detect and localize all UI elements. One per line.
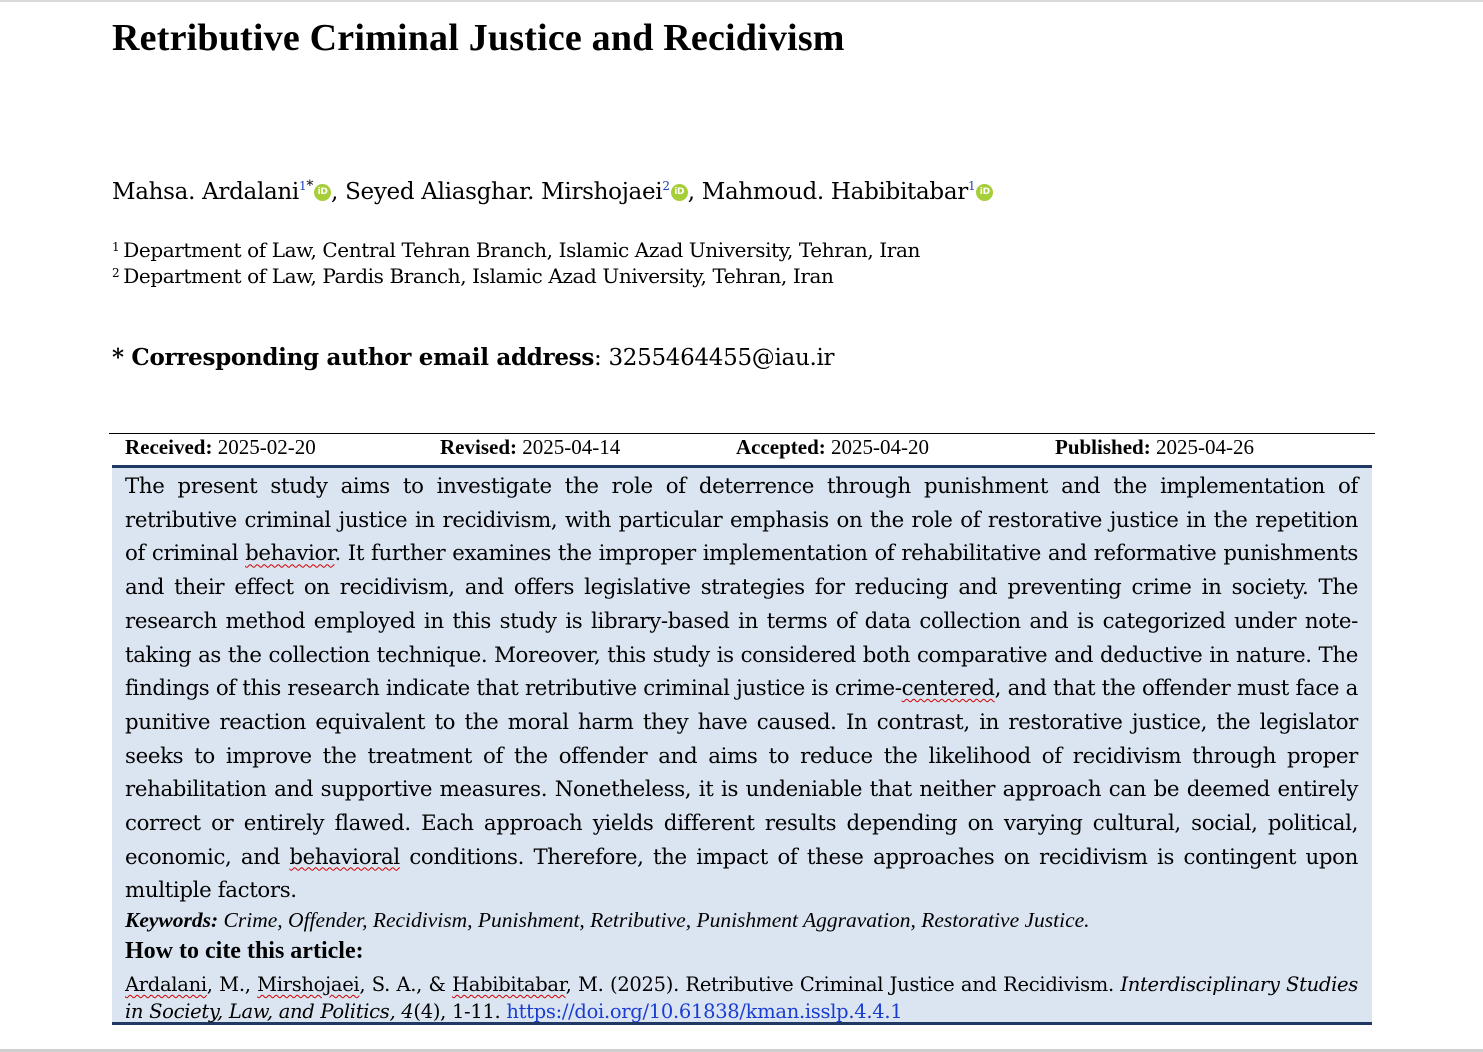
date-value: 2025-02-20	[217, 435, 316, 459]
corresponding-author	[112, 344, 834, 371]
orcid-icon[interactable]: iD	[976, 184, 993, 201]
affiliation-marker: 1	[967, 179, 976, 193]
abstract-text	[125, 470, 1358, 908]
keywords-text: Crime, Offender, Recidivism, Punishment, Retributive, Punishment Aggravation, Restorative Justice.	[218, 908, 1090, 932]
citation-segment: (4), 1-11.	[413, 1000, 507, 1023]
date-label: Received:	[125, 435, 213, 459]
affiliation-marker: 2	[662, 179, 670, 193]
date-published	[1055, 435, 1254, 460]
date-value: 2025-04-26	[1155, 435, 1254, 459]
abstract-segment: . It further examines the improper implementation of rehabilitative and reformative punishments and their effect on recidivism, and offers legislative strategies for reducing and preventing crime in society. The research method employed in this study is library-based in terms of data collection and is categorized under note-taking as the collection technique. Moreover, this study is considered both comparative and deductive in nature. The findings of this research indicate that retributive criminal justice is crime-	[125, 541, 1358, 702]
author-name: Mahmoud. Habibitabar	[701, 179, 968, 205]
date-value: 2025-04-20	[831, 435, 930, 459]
date-value: 2025-04-14	[522, 435, 621, 459]
abstract-box	[112, 465, 1372, 1025]
corresponding-separator: :	[593, 345, 609, 371]
date-label: Revised:	[440, 435, 517, 459]
date-accepted	[736, 435, 929, 460]
affiliation-text: Department of Law, Pardis Branch, Islamic Azad University, Tehran, Iran	[123, 264, 834, 288]
citation-segment: , M.,	[206, 973, 258, 996]
author-separator: ,	[687, 179, 702, 205]
doi-link[interactable]: https://doi.org/10.61838/kman.isslp.4.4.1	[506, 1000, 903, 1023]
corresponding-marker: *	[306, 178, 314, 194]
orcid-icon[interactable]: iD	[314, 184, 331, 201]
affiliation-number: 1	[112, 240, 120, 254]
spellcheck-word: behavior	[245, 541, 335, 567]
affiliation-2	[112, 264, 834, 288]
date-received	[125, 435, 316, 460]
affiliation-number: 2	[112, 266, 120, 280]
abstract-segment: conditions. Therefore, the impact of these approaches on recidivism is contingent upon multiple factors.	[125, 844, 1358, 904]
citation-author: Habibitabar	[452, 973, 566, 996]
citation-text	[125, 971, 1358, 1025]
keywords	[125, 908, 1090, 933]
author-list	[112, 178, 993, 205]
citation-segment: , M. (2025). Retributive Criminal Justice and Recidivism.	[565, 973, 1121, 996]
abstract-segment: The present study aims to investigate the role of deterrence through punishment and the implementation of retributive criminal justice in recidivism, with particular emphasis on the role of restorative justice in the repetition of criminal	[125, 474, 1358, 567]
dates-divider	[109, 433, 1375, 434]
page-top-edge	[0, 0, 1483, 2]
corresponding-label: * Corresponding author email address	[112, 344, 594, 371]
citation-author: Mirshojaei	[257, 973, 360, 996]
corresponding-email[interactable]: 3255464455@iau.ir	[608, 345, 835, 371]
citation-heading: How to cite this article:	[125, 938, 364, 964]
paper-title: Retributive Criminal Justice and Recidivism	[112, 17, 845, 59]
orcid-icon[interactable]: iD	[671, 184, 688, 201]
date-label: Published:	[1055, 435, 1151, 459]
spellcheck-word: behavioral	[289, 844, 400, 870]
author-name: Seyed Aliasghar. Mirshojaei	[345, 179, 663, 205]
citation-segment: , S. A., &	[359, 973, 453, 996]
affiliation-1	[112, 238, 920, 262]
affiliation-marker: 1	[299, 179, 307, 193]
abstract-segment: , and that the offender must face a punitive reaction equivalent to the moral harm they have caused. In contrast, in restorative justice, the legislator seeks to improve the treatment of the offender and aims to reduce the likelihood of recidivism through proper rehabilitation and supportive measures. Nonetheless, it is undeniable that neither approach can be deemed entirely correct or entirely flawed. Each approach yields different results depending on varying cultural, social, political, economic, and	[125, 676, 1358, 870]
citation-author: Ardalani	[125, 973, 207, 996]
keywords-label: Keywords:	[125, 908, 219, 932]
spellcheck-word: centered	[901, 676, 995, 702]
author-name: Mahsa. Ardalani	[112, 179, 299, 205]
affiliation-text: Department of Law, Central Tehran Branch, Islamic Azad University, Tehran, Iran	[123, 238, 920, 262]
citation-journal: Interdisciplinary Studies in Society, Law, and Politics, 4	[125, 973, 1358, 1023]
date-label: Accepted:	[736, 435, 826, 459]
date-revised	[440, 435, 620, 460]
author-separator: ,	[331, 179, 346, 205]
